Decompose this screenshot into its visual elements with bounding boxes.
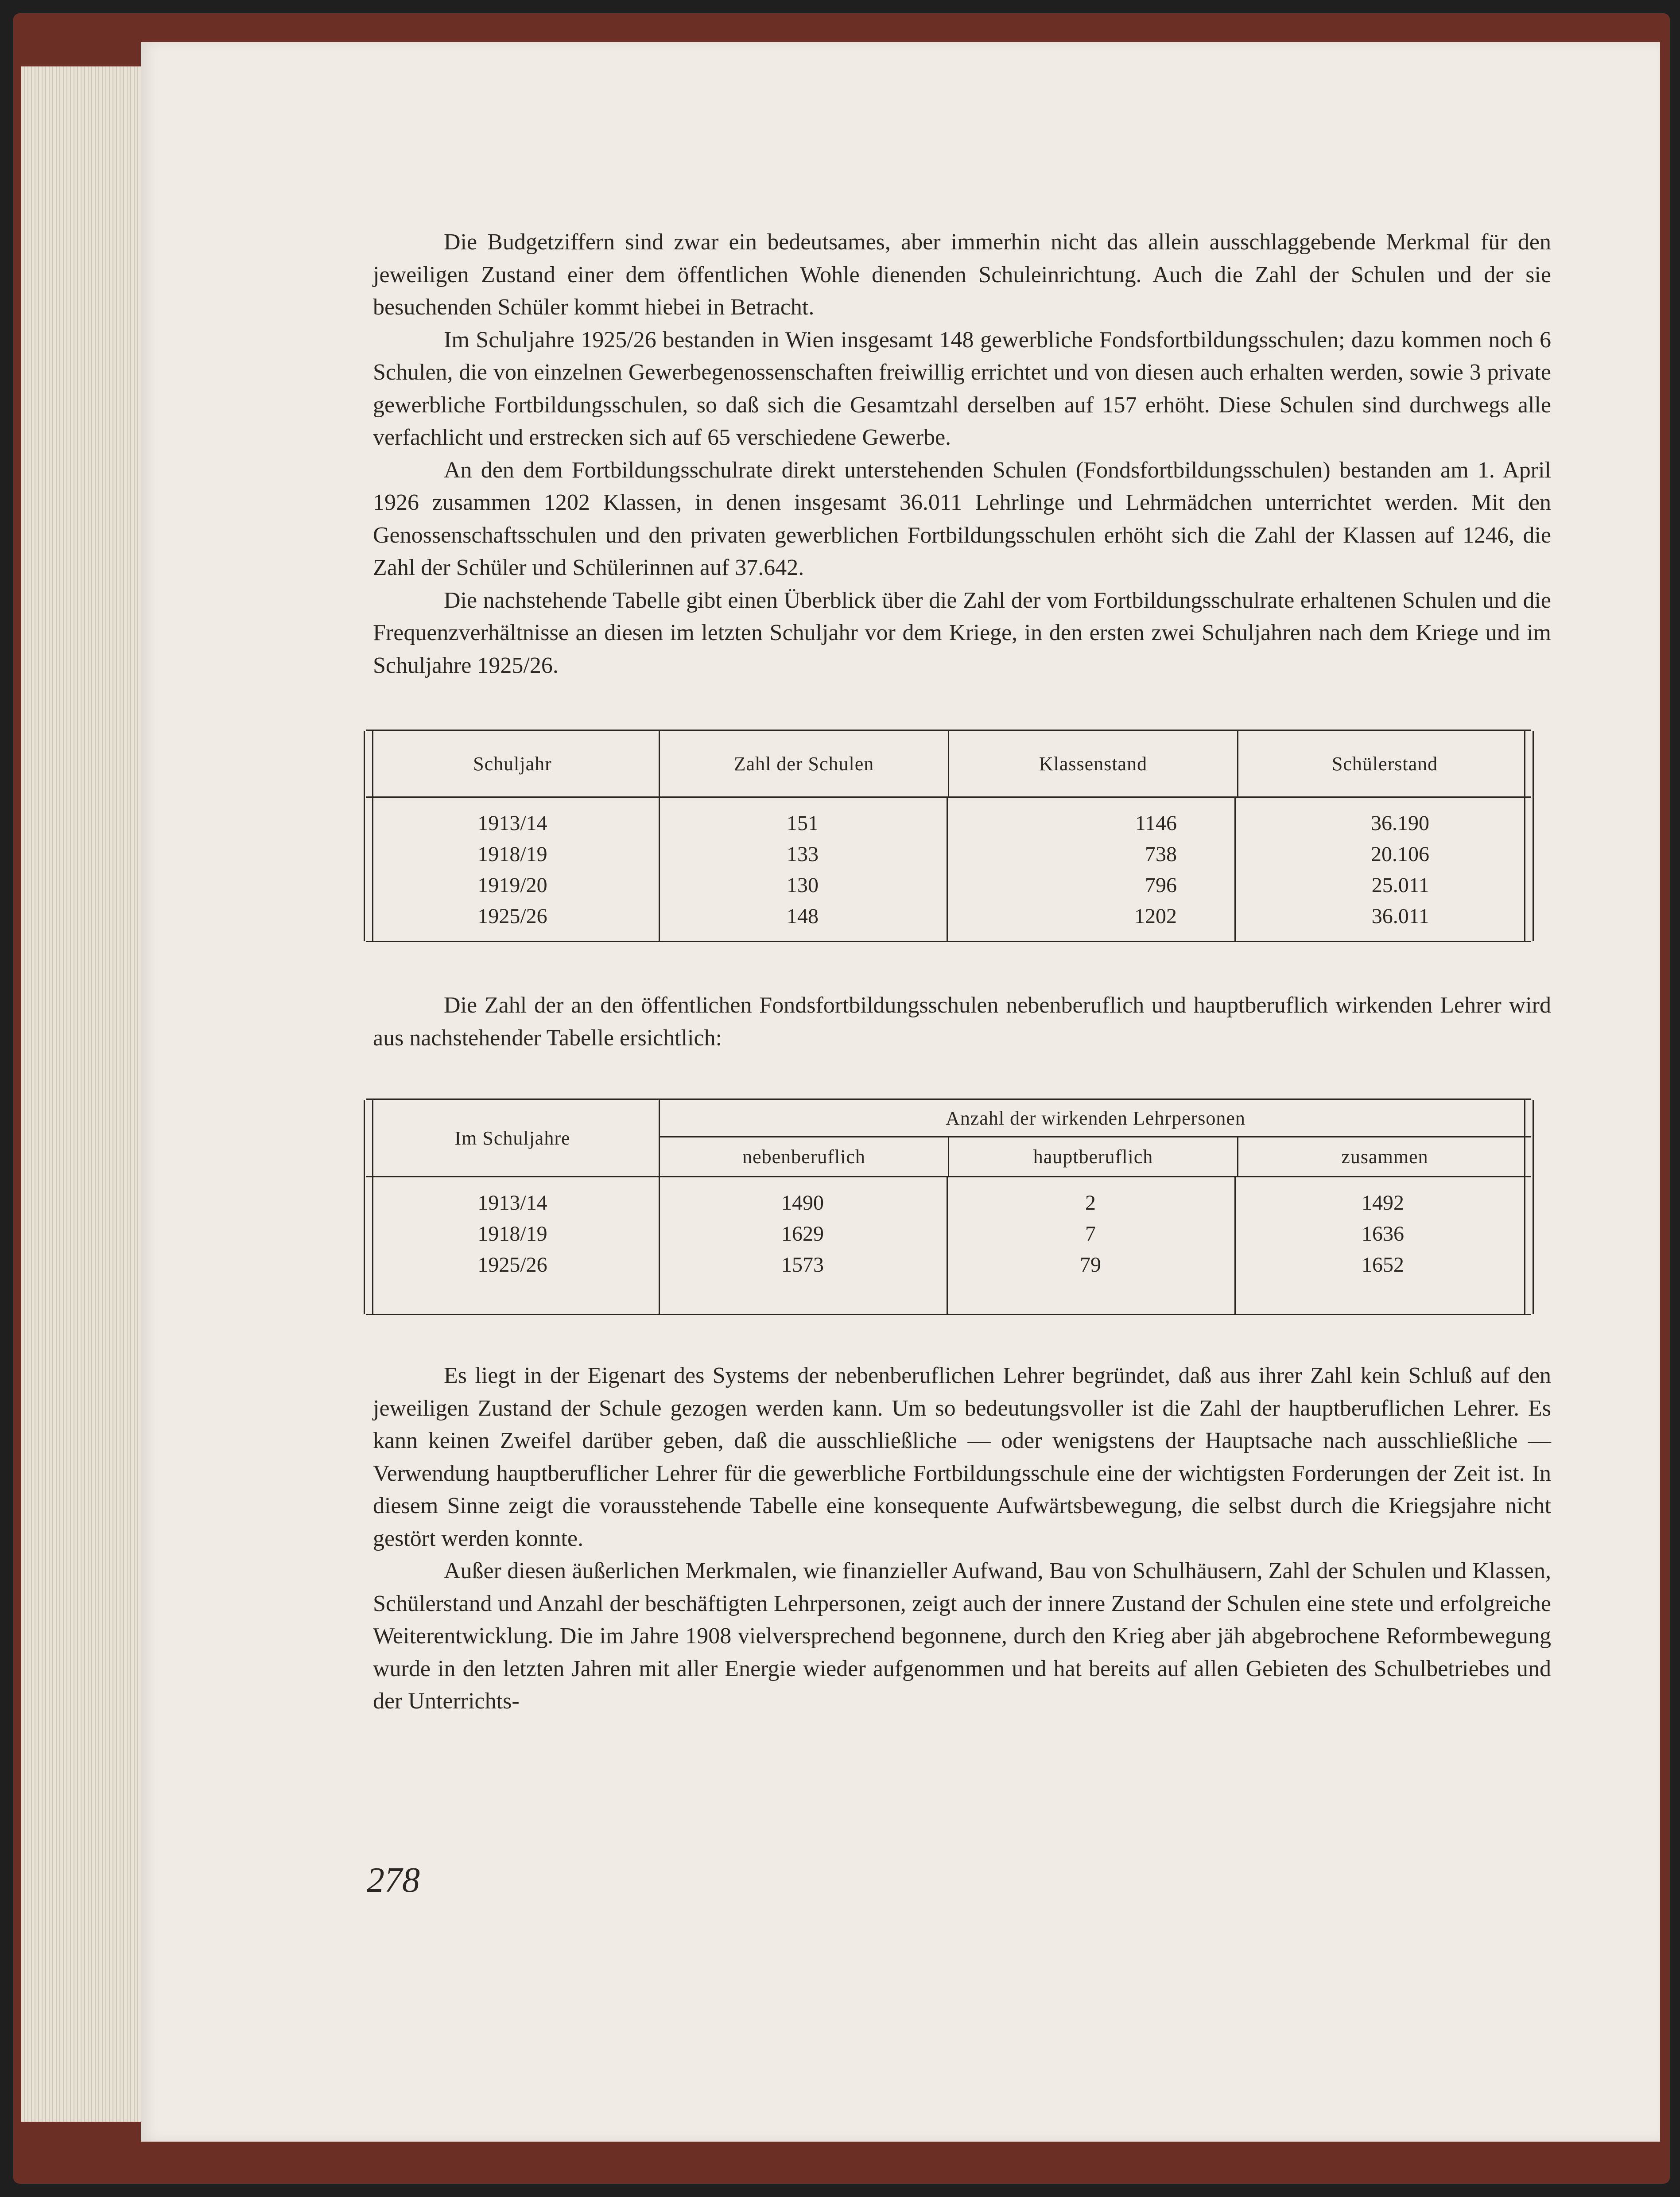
table-cell: 130 [787, 873, 819, 897]
table-cell: 1913/14 [477, 1191, 547, 1215]
column-header-nebenberuflich: nebenberuflich [742, 1146, 865, 1168]
table-body [366, 798, 1531, 941]
paragraph: Die nachstehende Tabelle gibt einen Überblick über die Zahl der vom Fortbildungsschulrate erhaltenen Schulen und die Frequenzverhältnisse an diesen im letzten Schuljahr vor dem Kriege, in den ersten zwei Schuljahren nach dem Kriege und im Schuljahre 1925/26. [373, 587, 1551, 678]
table-cell: 738 [1145, 842, 1177, 866]
table-header-row [366, 1100, 1531, 1177]
table-cell: 1490 [781, 1191, 824, 1215]
school-statistics-table [366, 730, 1531, 942]
table-cell: 1146 [1135, 811, 1177, 835]
table-cell: 79 [1080, 1253, 1101, 1277]
column-header-klassenstand: Klassenstand [948, 731, 1237, 796]
column-header-hauptberuflich: hauptberuflich [948, 1137, 1237, 1176]
table-body [366, 1177, 1531, 1314]
page-content [373, 226, 1551, 1718]
column-divider [1234, 798, 1236, 941]
group-header-title: Anzahl der wirkenden Lehrpersonen [660, 1100, 1531, 1137]
page-stack-edge [21, 66, 154, 2122]
paragraph: Außer diesen äußerlichen Merkmalen, wie finanzieller Aufwand, Bau von Schulhäusern, Zahl der Schulen und Klassen, Schülerstand und Anzahl der beschäftigten Lehrpersonen, zeigt auch der innere Zustand der Schulen eine stete und erfolgreiche Weiterentwicklung. Die im Jahre 1908 vielversprechend begonnene, durch den Krieg aber jäh abgebrochene Reformbewegung wurde in den letzten Jahren mit aller Energie wieder aufgenommen und hat bereits auf allen Gebieten des Schulbetriebes und der Unterrichts- [373, 1558, 1551, 1714]
table-cell: 1918/19 [477, 842, 547, 866]
paragraph: An den dem Fortbildungsschulrate direkt unterstehenden Schulen (Fondsfortbildungsschulen) bestanden am 1. April 1926 zusammen 1202 Klassen, in denen insgesamt 36.011 Lehrlinge und Lehrmädchen unterrichtet werden. Mit den Genossenschaftsschulen und den privaten gewerblichen Fortbildungsschulen erhöht sich die Zahl der Klassen auf 1246, die Zahl der Schüler und Schülerinnen auf 37.642. [373, 457, 1551, 580]
table-cell: 151 [787, 811, 819, 835]
column-divider [947, 798, 948, 941]
table-cell: 1652 [1362, 1253, 1404, 1277]
table-cell: 36.011 [1371, 904, 1429, 928]
table-cell: 1636 [1362, 1222, 1404, 1246]
table-cell: 2 [1085, 1191, 1096, 1215]
table-cell: 25.011 [1371, 873, 1429, 897]
table-row [366, 838, 1531, 869]
table-cell: 1573 [781, 1253, 824, 1277]
table-row [366, 807, 1531, 838]
table-cell: 796 [1145, 873, 1177, 897]
table-cell: 36.190 [1371, 811, 1429, 835]
table-row [366, 1249, 1531, 1280]
column-header-schuljahr: Im Schuljahre [454, 1127, 570, 1149]
table-cell: 1629 [781, 1222, 824, 1246]
table-cell: 133 [787, 842, 819, 866]
table-row [366, 1218, 1531, 1249]
page-number: 278 [367, 1861, 420, 1900]
paragraph: Die Zahl der an den öffentlichen Fondsfortbildungsschulen nebenberuflich und hauptberuflich wirkenden Lehrer wird aus nachstehender Tabelle ersichtlich: [373, 993, 1551, 1051]
table-cell: 1918/19 [477, 1222, 547, 1246]
table-row [366, 1187, 1531, 1218]
column-divider [659, 798, 660, 941]
column-header-schuelerstand: Schülerstand [1237, 731, 1531, 796]
table-cell: 1919/20 [477, 873, 547, 897]
table-header-row [366, 731, 1531, 798]
column-divider [1234, 1177, 1236, 1314]
column-header-zusammen: zusammen [1237, 1137, 1531, 1176]
paragraph: Es liegt in der Eigenart des Systems der nebenberuflichen Lehrer begründet, daß aus ihrer Zahl kein Schluß auf den jeweiligen Zustand der Schule gezogen werden kann. Um so bedeutungsvoller ist die Zahl der hauptberuflichen Lehrer. Es kann keinen Zweifel darüber geben, daß die ausschließliche — oder wenigstens der Hauptsache nach ausschließliche — Verwendung hauptberuflicher Lehrer für die gewerbliche Fortbildungsschule eine der wichtigsten Forderungen der Zeit ist. In diesem Sinne zeigt die vorausstehende Tabelle eine konsequente Aufwärtsbewegung, die selbst durch die Kriegsjahre nicht gestört werden konnte. [373, 1363, 1551, 1551]
group-subheader-row [660, 1137, 1531, 1176]
column-divider [659, 1177, 660, 1314]
table-cell: 1925/26 [477, 904, 547, 928]
table-cell: 1913/14 [477, 811, 547, 835]
table-cell: 1202 [1134, 904, 1177, 928]
paragraph: Im Schuljahre 1925/26 bestanden in Wien insgesamt 148 gewerbliche Fondsfortbildungsschulen; dazu kommen noch 6 Schulen, die von einzelnen Gewerbegenossenschaften freiwillig errichtet und von diesen auch erhalten werden, sowie 3 private gewerbliche Fortbildungsschulen, so daß sich die Gesamtzahl derselben auf 157 erhöht. Diese Schulen sind durchwegs alle verfachlicht und erstrecken sich auf 65 verschiedene Gewerbe. [373, 327, 1551, 450]
paragraph: Die Budgetziffern sind zwar ein bedeutsames, aber immerhin nicht das allein ausschlaggebende Merkmal für den jeweiligen Zustand einer dem öffentlichen Wohle dienenden Schuleinrichtung. Auch die Zahl der Schulen und der sie besuchenden Schüler kommt hiebei in Betracht. [373, 229, 1551, 320]
table-cell: 1492 [1362, 1191, 1404, 1215]
teacher-statistics-table [366, 1098, 1531, 1315]
table-row [366, 869, 1531, 901]
table-cell: 20.106 [1371, 842, 1429, 866]
column-group-header [659, 1100, 1531, 1176]
table-cell: 1925/26 [477, 1253, 547, 1277]
table-cell: 7 [1085, 1222, 1096, 1246]
column-header-schulen: Zahl der Schulen [659, 731, 948, 796]
column-divider [947, 1177, 948, 1314]
table-cell: 148 [787, 904, 819, 928]
column-header-schuljahr: Schuljahr [473, 753, 552, 775]
table-row [366, 901, 1531, 932]
